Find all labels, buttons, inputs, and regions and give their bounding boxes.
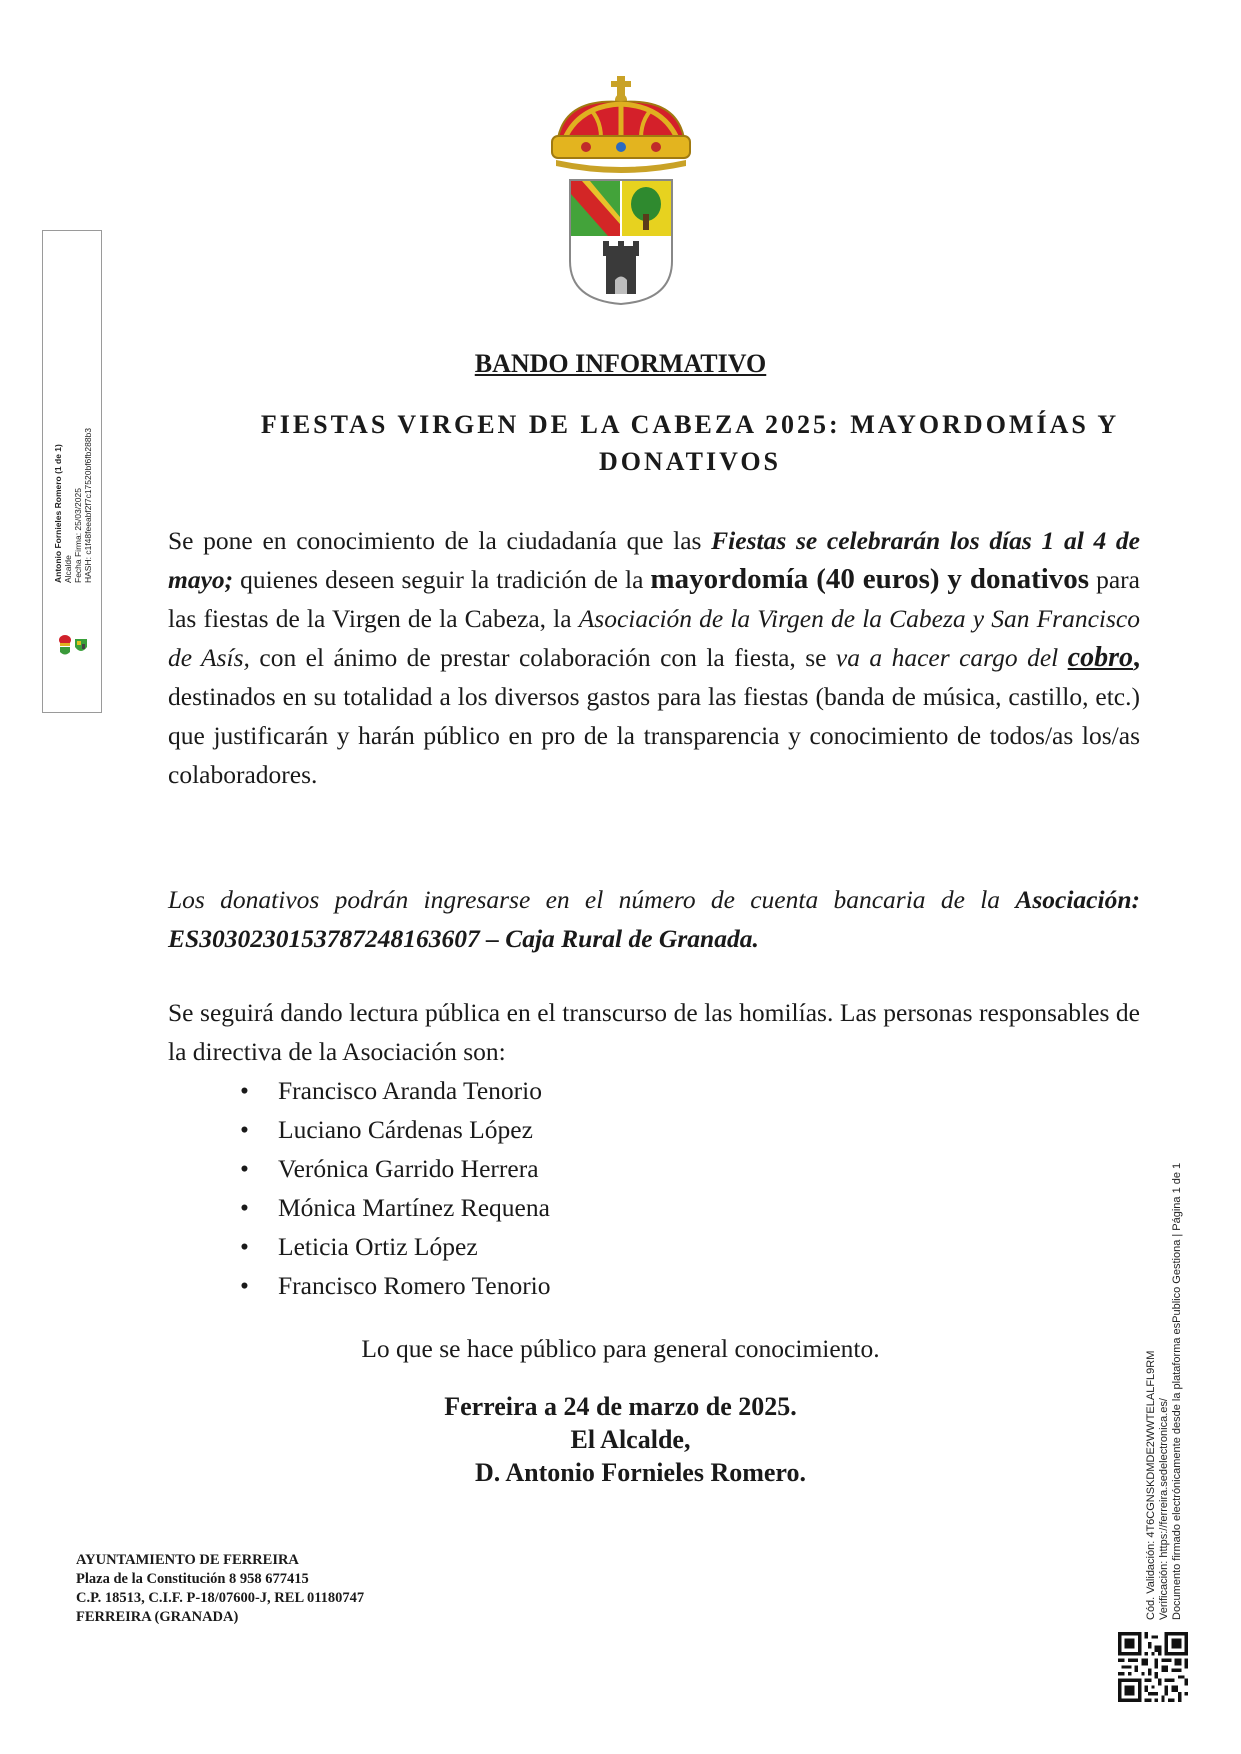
footer-line: FERREIRA (GRANADA) bbox=[76, 1609, 239, 1625]
closing-line: Lo que se hace público para general conocimiento. bbox=[361, 1334, 880, 1363]
stamp-hash: HASH: c1f48feeabf2f7c17520bf6fb288b3 bbox=[83, 427, 93, 583]
text-run: , bbox=[1133, 642, 1140, 673]
text-run: Se pone en conocimiento de la ciudadanía que las bbox=[168, 526, 712, 555]
cobro-emphasis: cobro bbox=[1067, 642, 1133, 673]
list-item: • Leticia Ortiz López bbox=[240, 1227, 551, 1266]
mayordomia-amount: mayordomía (40 euros) y donativos bbox=[650, 563, 1090, 595]
document-signature-note: Documento firmado electrónicamente desde la plataforma esPublico Gestiona | Página 1 de 1 bbox=[1171, 1162, 1183, 1620]
signer-role: El Alcalde, bbox=[570, 1425, 691, 1454]
stamp-date: Fecha Firma: 25/03/2025 bbox=[73, 488, 83, 583]
text-run: quienes deseen seguir la tradición de la bbox=[233, 565, 651, 594]
list-item: • Francisco Romero Tenorio bbox=[240, 1266, 551, 1305]
stamp-signer: Antonio Fornieles Romero (1 de 1) bbox=[53, 444, 63, 583]
list-item: • Francisco Aranda Tenorio bbox=[240, 1071, 551, 1110]
municipal-crest-icon bbox=[546, 76, 696, 312]
text-run: para las fiestas de la Virgen de la Cabeza, la bbox=[168, 565, 1140, 633]
footer-line: C.P. 18513, C.I.F. P-18/07600-J, REL 01180747 bbox=[76, 1590, 365, 1606]
qr-code-icon bbox=[1118, 1632, 1188, 1702]
text-run: con el ánimo de prestar colaboración con la fiesta, se bbox=[249, 643, 836, 672]
text-run-italic: va a hacer cargo del bbox=[835, 643, 1068, 672]
footer-line: AYUNTAMIENTO DE FERREIRA bbox=[76, 1552, 299, 1568]
list-item: • Mónica Martínez Requena bbox=[240, 1188, 551, 1227]
document-type-heading: BANDO INFORMATIVO bbox=[474, 349, 767, 378]
list-item: • Luciano Cárdenas López bbox=[240, 1110, 551, 1149]
bank-account: Asociación: ES3030230153787248163607 – Caja Rural de Granada. bbox=[168, 885, 1140, 953]
document-title: FIESTAS VIRGEN DE LA CABEZA 2025: MAYORDOMÍAS Y DONATIVOS bbox=[260, 410, 1120, 476]
stamp-role: Alcalde bbox=[63, 555, 73, 583]
validation-text bbox=[1145, 1060, 1189, 1620]
signature-stamp bbox=[42, 230, 102, 713]
signer-name: D. Antonio Fornieles Romero. bbox=[475, 1458, 806, 1487]
directive-paragraph: Se seguirá dando lectura pública en el transcurso de las homilías. Las personas responsables de la directiva de la Asociación son: bbox=[168, 998, 1140, 1066]
stamp-crest-icon bbox=[57, 631, 89, 657]
place-date: Ferreira a 24 de marzo de 2025. bbox=[444, 1392, 797, 1421]
signature-block bbox=[0, 1390, 1241, 1489]
text-run: destinados en su totalidad a los diversos gastos para las fiestas (banda de música, castillo, etc.) que justificarán y harán público en pro de la transparencia y conocimiento de todos/as los/as colaboradores. bbox=[168, 682, 1140, 789]
verification-url: Verificación: https://ferreira.sedelectronica.es/ bbox=[1158, 1398, 1170, 1620]
members-list bbox=[240, 1071, 551, 1305]
donation-paragraph bbox=[168, 880, 1140, 958]
validation-code: Cód. Validación: 4T6CGNSKDMDE2WWTELALFL9RM bbox=[1145, 1350, 1157, 1620]
list-item: • Verónica Garrido Herrera bbox=[240, 1149, 551, 1188]
festival-dates: Fiestas se celebrarán los días 1 al 4 de mayo; bbox=[168, 526, 1140, 594]
text-run: Los donativos podrán ingresarse en el número de cuenta bancaria de la bbox=[168, 885, 1016, 914]
footer-address bbox=[76, 1551, 364, 1627]
footer-line: Plaza de la Constitución 8 958 677415 bbox=[76, 1571, 309, 1587]
announcement-paragraph bbox=[168, 521, 1140, 794]
association-name: Asociación de la Virgen de la Cabeza y San Francisco de Asís, bbox=[168, 604, 1140, 672]
